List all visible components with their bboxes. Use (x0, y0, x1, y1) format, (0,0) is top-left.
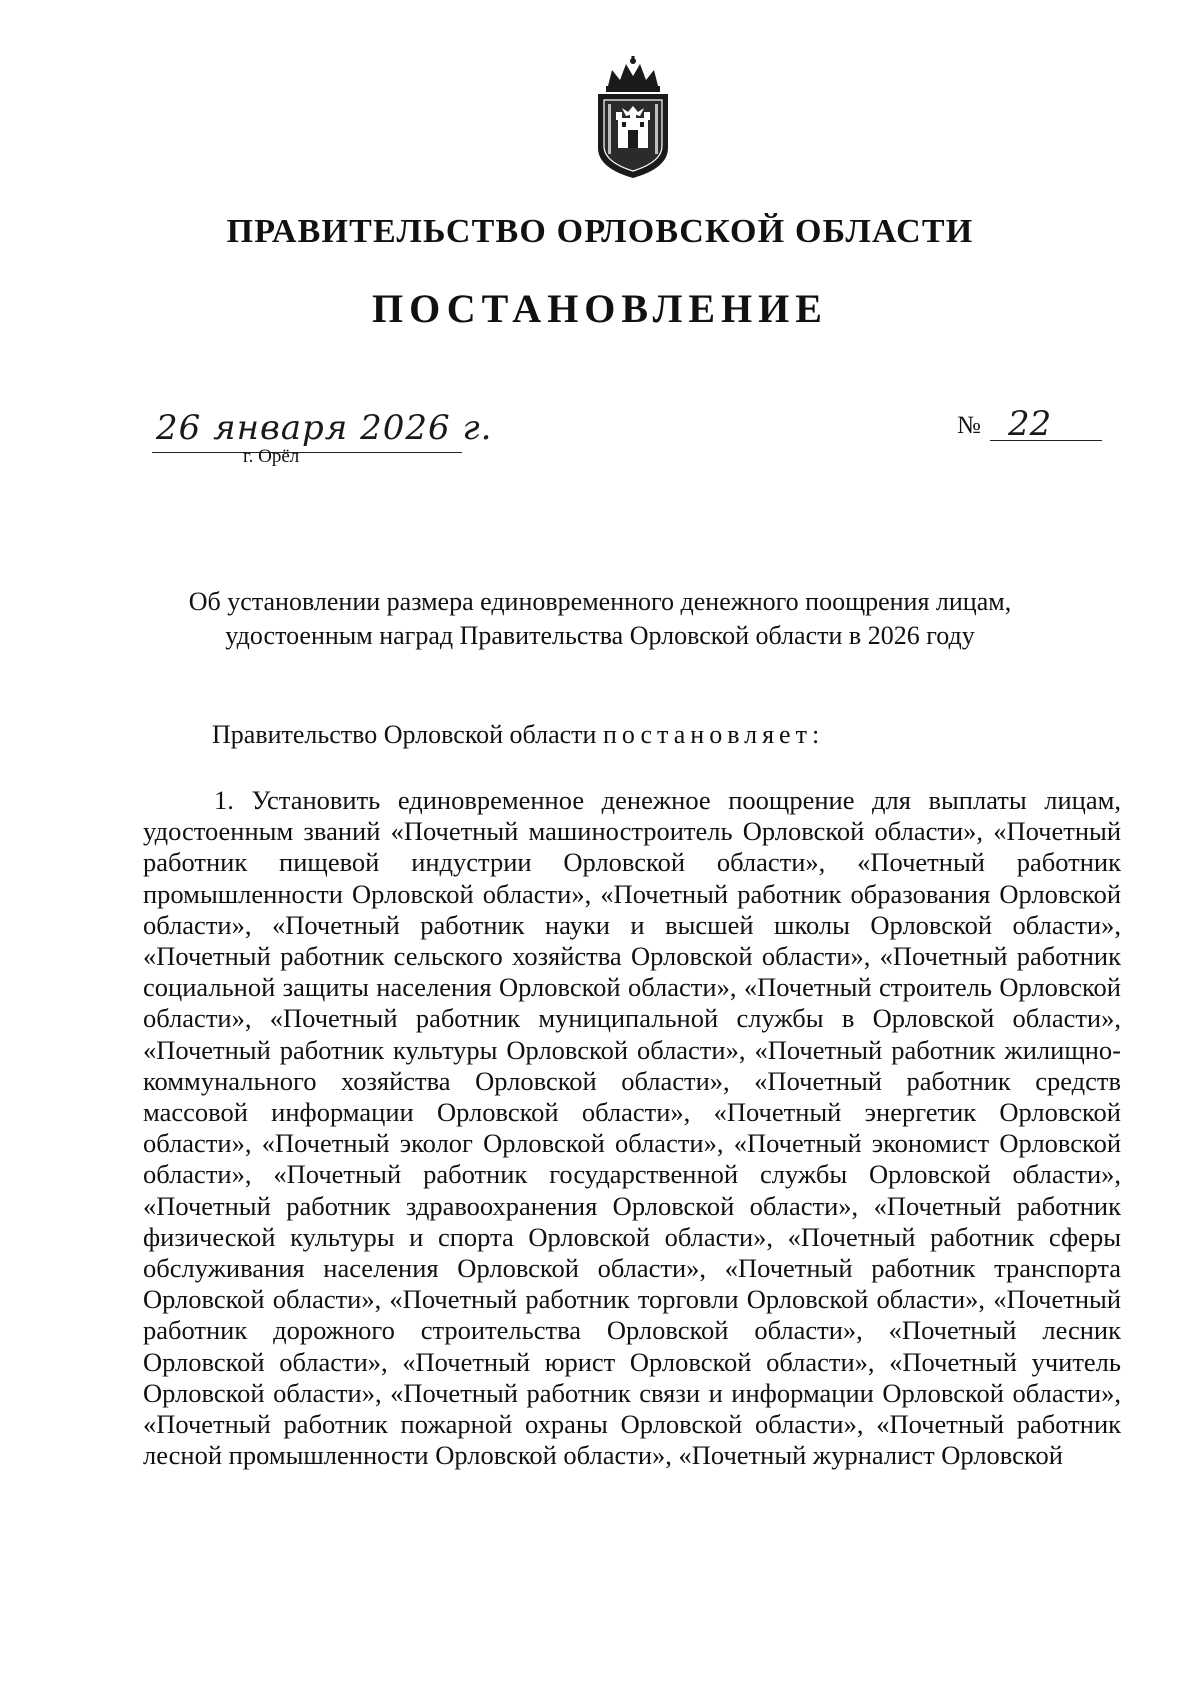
document-subject (0, 585, 1200, 653)
preamble-text: Правительство Орловской области (212, 720, 603, 749)
number-label: № (957, 412, 981, 439)
preamble (212, 720, 824, 750)
organization-title: ПРАВИТЕЛЬСТВО ОРЛОВСКОЙ ОБЛАСТИ (226, 213, 974, 250)
subject-line-1: Об установлении размера единовременного денежного поощрения лицам, (188, 587, 1012, 616)
date-underline (152, 452, 462, 453)
handwritten-number: 22 (1008, 404, 1052, 444)
document-type-heading: ПОСТАНОВЛЕНИЕ (372, 286, 828, 331)
document-body (143, 785, 1121, 1471)
coat-of-arms-emblem (588, 56, 678, 180)
subject-line-2: удостоенным наград Правительства Орловской области в 2026 году (225, 621, 975, 650)
handwritten-date: 26 января 2026 г. (156, 408, 493, 448)
paragraph-1: 1. Установить единовременное денежное поощрение для выплаты лицам, удостоенным званий «Почетный машиностроитель Орловской области», «Почетный работник пищевой индустрии Орловской области», «Почетный работник промышленности Орловской области», «Почетный работник образования Орловской области», «Почетный работник науки и высшей школы Орловской области», «Почетный работник сельского хозяйства Орловской области», «Почетный работник социальной защиты населения Орловской области», «Почетный строитель Орловской области», «Почетный работник муниципальной службы в Орловской области», «Почетный работник культуры Орловской области», «Почетный работник жилищно-коммунального хозяйства Орловской области», «Почетный работник средств массовой информации Орловской области», «Почетный энергетик Орловской области», «Почетный эколог Орловской области», «Почетный экономист Орловской области», «Почетный работник государственной службы Орловской области», «Почетный работник здравоохранения Орловской области», «Почетный работник физической культуры и спорта Орловской области», «Почетный работник сферы обслуживания населения Орловской области», «Почетный работник транспорта Орловской области», «Почетный работник торговли Орловской области», «Почетный работник дорожного строительства Орловской области», «Почетный лесник Орловской области», «Почетный юрист Орловской области», «Почетный учитель Орловской области», «Почетный работник связи и информации Орловской области», «Почетный работник пожарной охраны Орловской области», «Почетный работник лесной промышленности Орловской области», «Почетный журналист Орловской (143, 785, 1121, 1471)
city-label: г. Орёл (243, 446, 300, 467)
preamble-decree-word: постановляет: (602, 720, 825, 749)
number-underline (990, 440, 1102, 441)
